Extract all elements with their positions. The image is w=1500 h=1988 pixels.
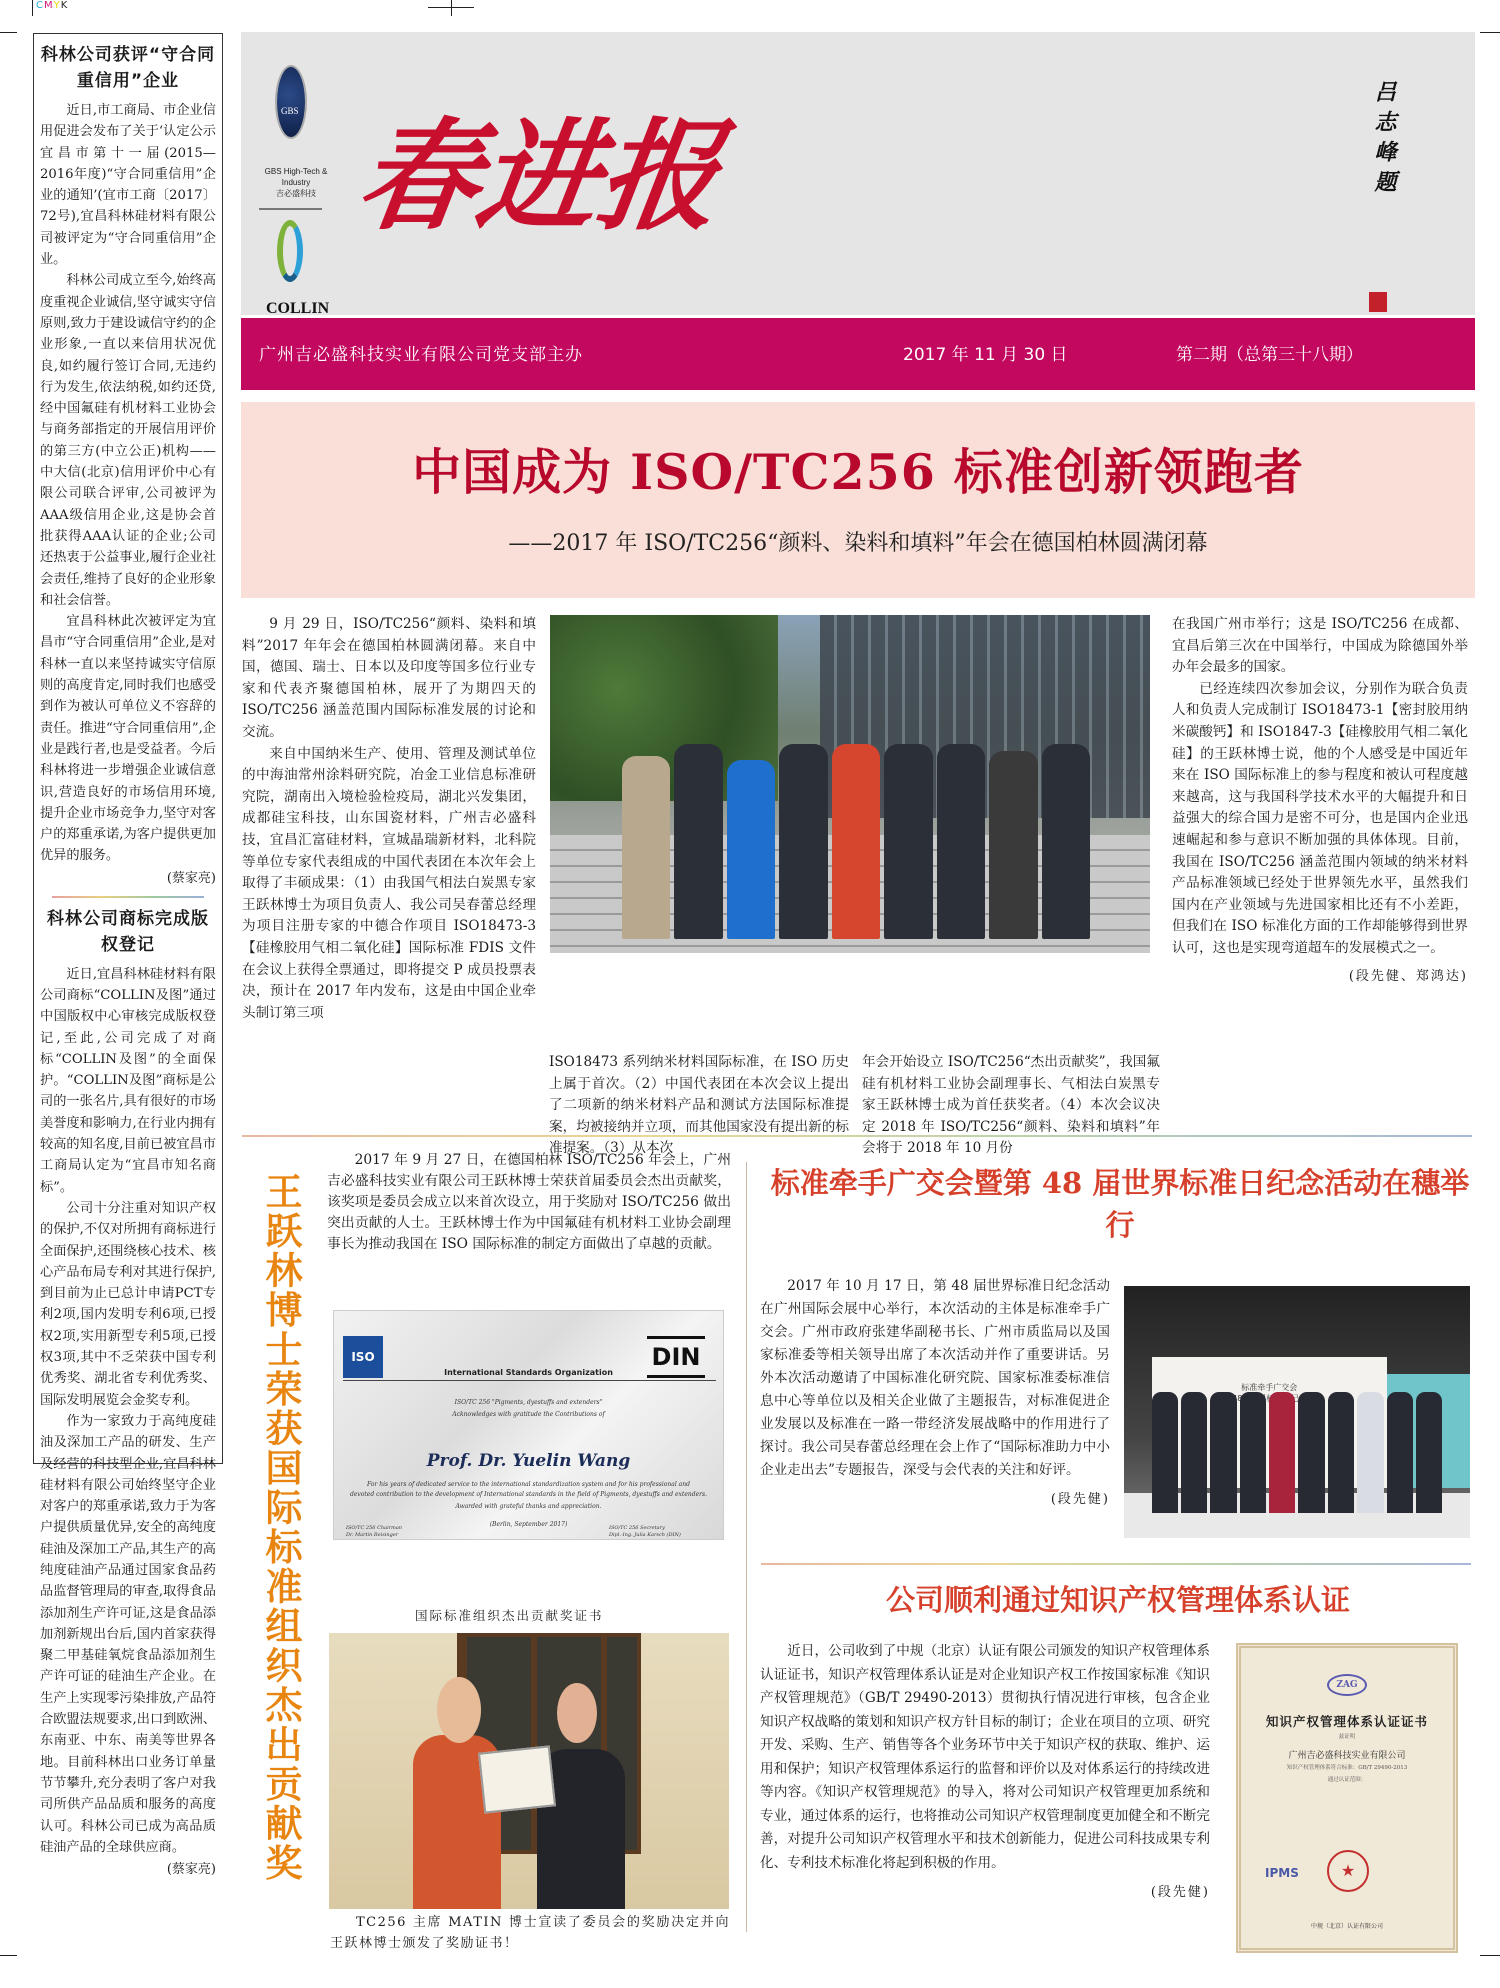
gbs-logo-caption: GBS High-Tech & Industry 吉必盛科技 <box>264 167 328 198</box>
standards-day-photo: 标准牵手广交会 <box>1124 1286 1470 1538</box>
article-paragraph: 近日,宜昌科林硅材料有限公司商标“COLLIN及图”通过中国版权中心审核完成版权登记,至此,公司完成了对商标“COLLIN及图”的全面保护。“COLLIN及图”商标是公司的一张名片,具有很好的市场美誉度和影响力,在行业内拥有较高的知名度,目前已被宜昌市工商局认定为“宜昌市知名商标”。 <box>40 966 216 1195</box>
publisher: 广州吉必盛科技实业有限公司党支部主办 <box>259 345 583 365</box>
ip-certification-paragraph: 近日，公司收到了中规（北京）认证有限公司颁发的知识产权管理体系认证证书，知识产权管理体系认证是对企业知识产权工作按国家标准《知识产权管理规范》（GB/T 29490-2013）贯彻执行情况进行审核，包含企业知识产权战略的策划和知识产权方针目标的制订；企业在项目的立项、研究开发、采购、生产、销售等各个业务环节中关于知识产权的获取、维护、运用和保护；知识产权管理体系运行的监督和评价以及对体系运行的持续改进等内容。《知识产权管理规范》的导入，将对公司知识产权管理更加系统和专业，通过体系的运行，也将推动公司知识产权管理制度更加健全和不断完善，对提升公司知识产权管理水平和技术创新能力，促进公司科技成果专利化、专利技术标准化将起到积极的作用。 (段先健) <box>760 1640 1210 1905</box>
article-paragraph: 作为一家致力于高纯度硅油及深加工产品的研发、生产及经营的科技型企业,宜昌科林硅材料有限公司始终坚守企业对客户的郑重承诺,致力于为客户提供质量优异,安全的高纯度硅油及深加工产品,其生产的高纯度硅油产品通过国家食品药品监督管理局的审查,取得食品添加剂生产许可证,这是食品添加剂新规出台后,国内首家获得聚二甲基硅氧烷食品添加剂生产许可证的硅油生产企业。在生产上实现零污染排放,产品符合欧盟法规要求,出口到欧洲、东南亚、中东、南美等世界各地。目前科林出口业务订单量节节攀升,充分表明了客户对我司所供产品品质和服务的高度认可。科林公司已成为高品质硅油产品的全球供应商。 <box>40 1413 216 1855</box>
lead-subheadline: ——2017 年 ISO/TC256“颜料、染料和填料”年会在德国柏林圆满闭幕 <box>508 531 1208 556</box>
crop-mark <box>0 32 17 33</box>
masthead <box>241 32 1475 315</box>
gbs-logo-text: GBS <box>281 106 299 116</box>
left-sidebar-column <box>33 33 223 1878</box>
logo-divider <box>259 208 322 210</box>
crop-mark <box>32 0 33 16</box>
calligraphy-credit: 吕志峰题 <box>1371 80 1397 200</box>
collin-logo-icon <box>277 220 303 282</box>
crop-mark <box>451 0 452 16</box>
publisher-banner <box>241 318 1475 390</box>
iso-certificate-image: ISO DIN International Standards Organization ISO/TC 256 "Pigments, dyestuffs and extenders" Acknowledges with gratitude the Contributions of Prof. Dr. Yuelin Wang For his years of dedicated service to the international standardization system and for his professional and devoted contribution to the development of International standards in the field of Pigments, dyestuffs and extenders. Awarded with grateful thanks and appreciation. (Berlin, September 2017) ISO/TC 256 Chairman Dr. Martin Reisinger ISO/TC 256 Secretary Dipl.-Ing. Julia Karsch (DIN) <box>333 1310 724 1540</box>
article-paragraph: 公司十分注重对知识产权的保护,不仅对所拥有商标进行全面保护,还围绕核心技术、核心产品布局专利对其进行保护,到目前为止已总计申请PCT专利2项,国内发明专利6项,已授权2项,实用新型专利5项,已授权3项,其中不乏荣获中国专利优秀奖、湖北省专利优秀奖、国际发明展览会金奖专利。 <box>40 1200 216 1408</box>
lead-headline-box <box>241 402 1475 598</box>
crop-mark <box>1480 1955 1500 1956</box>
section-divider <box>52 896 204 898</box>
article-paragraph: 近日,市工商局、市企业信用促进会发布了关于‘认定公示宜昌市第十一届(2015—2016年度)“守合同重信用”企业的通知’(宜市工商〔2017〕72号),宜昌科林硅材料有限公司被评定为“守合同重信用”企业。 <box>40 103 216 268</box>
article-paragraph: 宜昌科林此次被评定为宜昌市“守合同重信用”企业,是对科林一直以来坚持诚实守信原则的高度肯定,同时我们也感受到作为被认可单位义不容辞的责任。推进“守合同重信用”,企业是践行者,也是受益者。今后科林将进一步增强企业诚信意识,营造良好的市场信用环境,提升企业市场竞争力,坚守对客户的郑重承诺,为客户提供更加优异的服务。 <box>40 614 216 864</box>
article-title: 科林公司获评“守合同重信用”企业 <box>40 45 216 91</box>
cmyk-color-bar: CMYK <box>36 0 69 11</box>
standards-day-title: 标准牵手广交会暨第 48 届世界标准日纪念活动在穗举行 <box>770 1166 1470 1242</box>
zag-logo-icon: ZAG <box>1327 1674 1367 1696</box>
section-divider <box>761 1563 1471 1565</box>
issue-number: 第二期（总第三十八期） <box>1176 345 1363 365</box>
newspaper-title: 春 进 报 <box>349 106 729 247</box>
ipms-logo-icon: IPMS <box>1265 1866 1299 1880</box>
lead-story-col3: 年会开始设立 ISO/TC256“杰出贡献奖”，我国氟硅有机材料工业协会副理事长、气相法白炭黑专家王跃林博士成为首任获奖者。（4）本次会议决定 2018 年 ISO/TC256“颜料、染料和填料”年会将于 2018 年 10 月份 <box>862 1054 1160 1157</box>
lead-story-col1: 9 月 29 日，ISO/TC256“颜料、染料和填料”2017 年年会在德国柏林圆满闭幕。来自中国，德国、瑞士、日本以及印度等国多位行业专家和代表齐聚德国柏林，展开了为期四天的 ISO/TC256 涵盖范围内国际标准发展的讨论和交流。 来自中国纳米生产、使用、管理及测试单位的中海油常州涂料研究院，冶金工业信息标准研究院，湖南出入境检验检疫局，湖北兴发集团，成都硅宝科技，山东国瓷材料，广州吉必盛科技，宜昌汇富硅材料，宣城晶瑞新材料，北科院等单位专家代表组成的中国代表团在本次年会上取得了丰硕成果：（1）由我国气相法白炭黑专家王跃林博士为项目负责人、我公司吴春蕾总经理为项目注册专家的中德合作项目 ISO18473-3【硅橡胶用气相二氧化硅】国际标准 FDIS 文件在会议上获得全票通过，即将提交 P 成员投票表决，预计在 2017 年内发布，这是由中国企业牵头制订第三项 <box>242 616 536 1021</box>
byline: (段先健) <box>1050 1492 1110 1507</box>
article-paragraph: 科林公司成立至今,始终高度重视企业诚信,坚守诚实守信原则,致力于建设诚信守约的企业形象,一直以来信用状况优良,如约履行签订合同,无违约行为发生,依法纳税,如约还贷,经中国氟硅有机材料工业协会与商务部指定的开展信用评价的第三方(中立公正)机构——中大信(北京)信用评价中心有限公司联合评审,公司被评为AAA级信用企业,这是协会首批获得AAA认证的企业;公司还热衷于公益事业,履行企业社会责任,维持了良好的企业形象和社会信誉。 <box>40 273 216 608</box>
crop-mark <box>0 1955 17 1956</box>
iso-logo-icon: ISO <box>343 1336 383 1378</box>
ip-certification-title: 公司顺利通过知识产权管理体系认证 <box>885 1583 1350 1617</box>
award-ceremony-photo <box>329 1633 729 1909</box>
lead-headline: 中国成为 ISO/TC256 标准创新领跑者 <box>412 443 1304 501</box>
byline: (蔡家亮) <box>166 1862 216 1878</box>
award-paragraph: 2017 年 9 月 27 日，在德国柏林 ISO/TC256 年会上，广州吉必盛科技实业有限公司王跃林博士荣获首届委员会杰出贡献奖，该奖项是委员会成立以来首次设立，用于奖励对 ISO/TC256 做出突出贡献的人士。王跃林博士作为中国氟硅有机材料工业协会副理事长为推动我国在 ISO 国际标准的制定方面做出了卓越的贡献。 <box>327 1152 731 1252</box>
award-photo-caption: TC256 主席 MATIN 博士宣读了委员会的奖励决定并向王跃林博士颁发了奖励证书！ <box>330 1915 730 1951</box>
byline: (蔡家亮) <box>166 870 216 886</box>
gbs-logo-disc <box>277 67 305 137</box>
red-stamp-icon: ★ <box>1327 1850 1369 1892</box>
collin-logo-text: COLLIN <box>266 300 330 317</box>
column-separator <box>746 1162 747 1932</box>
byline: (段先健、郑鸿达) <box>1348 968 1468 984</box>
standards-day-paragraph: 2017 年 10 月 17 日，第 48 届世界标准日纪念活动在广州国际会展中心举行，本次活动的主体是标准牵手广交会。广州市政府张建华副秘书长、广州市质监局以及国家标准委等相关领导出席了本次活动并作了重要讲话。另外本次活动邀请了中国标准化研究院、国家标准委标准信息中心等单位以及相关企业做了主题报告，对标准促进企业发展以及标准在一路一带经济发展战略中的作用进行了探讨。我公司吴春蕾总经理在会上作了“国际标准助力中小企业走出去”专题报告，深受与会代表的关注和好评。 (段先健) <box>760 1275 1110 1511</box>
group-photo <box>550 615 1150 953</box>
red-seal-icon <box>1369 292 1387 312</box>
article-title: 科林公司商标完成版权登记 <box>47 908 209 955</box>
award-vertical-title: 王跃林博士荣获国际标准组织杰出贡献奖 <box>259 1172 302 1883</box>
lead-story-col2: ISO18473 系列纳米材料国际标准，在 ISO 历史上属于首次。（2）中国代表团在本次会议上提出了二项新的纳米材料产品和测试方法国际标准提案，均被接纳并立项，而其他国家没有提出新的标准提案。（3）从本次 <box>549 1054 849 1157</box>
din-logo-icon: DIN <box>647 1336 705 1378</box>
issue-date: 2017 年 11 月 30 日 <box>903 345 1068 365</box>
certificate-caption: 国际标准组织杰出贡献奖证书 <box>415 1608 604 1623</box>
lead-story-col4: 在我国广州市举行；这是 ISO/TC256 在成都、宜昌后第三次在中国举行，中国成为除德国外举办年会最多的国家。 已经连续四次参加会议，分别作为联合负责人和负责人完成制订 ISO18473-1【密封胶用纳米碳酸钙】和 ISO1847-3【硅橡胶用气相二氧化硅】的王跃林博士说，他的个人感受是中国近年来在 ISO 国际标准上的参与程度和被认可程度越来越高，这与我国科学技术水平的大幅提升和日益强大的综合国力是密不可分，也是国内企业迅速崛起和参与意识不断加强的具体体现。目前，我国在 ISO/TC256 涵盖范围内领域的纳米材料产品标准领域已经处于世界领先水平，虽然我们国内在产业领域与先进国家相比还有不小差距，但我们在 ISO 标准化方面的工作却能够得到世界认可，这也是实现弯道超车的发展模式之一。 (段先健、郑鸿达) <box>1172 614 1468 987</box>
certificate-recipient: Prof. Dr. Yuelin Wang <box>426 1451 631 1471</box>
byline: (段先健) <box>1150 1885 1210 1900</box>
crop-mark <box>1480 32 1500 33</box>
section-divider <box>242 1135 1472 1137</box>
ip-certificate-image: ZAG 知识产权管理体系认证证书 兹证明 广州吉必盛科技实业有限公司 知识产权管理体系符合标准：GB/T 29490-2013 通过认证范围： IPMS ★ 中规（北京）认证有限公司 <box>1236 1643 1458 1953</box>
